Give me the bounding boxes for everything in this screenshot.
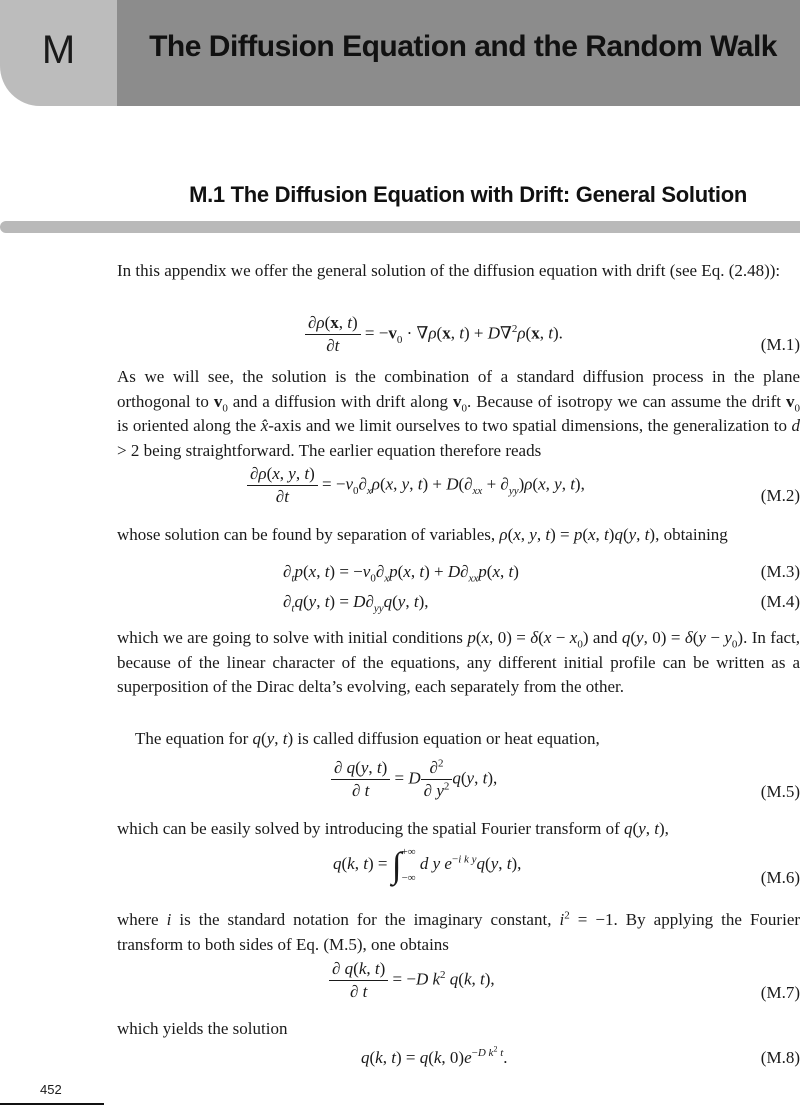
equation-m6-formula: q(k, t) = ∫+∞ −∞ d y $e^{-i k y}q(y$, t), (333, 845, 522, 885)
equation-m5 (117, 757, 800, 801)
paragraph-initial-conditions: which we are going to solve with initial conditions p(x, $0) = \delta(x - x_0)$ and q(y, $0) = \delta(y - y_0)$. In fact, because of the linear character of the equations, any different initial profile can be written as a superposition of the Dirac delta’s evolving, each separately from the other. (117, 628, 800, 696)
equation-m7-formula: $\frac{\partial q(k, t)}{\partial t}$ = −D $k^2$ q(k, t), (329, 959, 495, 1002)
equation-m5-formula: $\frac{\partial q(y, t)}{\partial t}$ = D $\frac{\partial^2}{\partial y^2}$ q(y, t), (331, 758, 497, 801)
paragraph-solution: which yields the solution (117, 1019, 288, 1038)
chapter-letter: M (41, 28, 76, 72)
equation-number: (M.7) (760, 983, 800, 1002)
equation-m8-formula: q(k, t) = q(k, $0)e^{-D k^2 t}$. (361, 1044, 508, 1067)
equation-number: (M.3) (760, 562, 800, 581)
equation-m3-formula: $\partial_tp(x$, $t) = -v_0\partial_xp(x$, $t) + D\partial_{xx}p(x$, t) (283, 562, 519, 585)
paragraph-intro: In this appendix we offer the general solution of the diffusion equation with drift (see Eq. (2.48)): (117, 261, 781, 280)
equation-number: (M.2) (760, 486, 800, 505)
equation-m2-formula: $\frac{\partial\rho(x, y, t)}{\partial t}$ = $-v_0\partial_x\rho(x$, y, $t) + D(\partial_{xx} + \partial_{yy})\rho(x$, y, t), (247, 464, 585, 507)
equation-m3 (117, 562, 800, 585)
footer-rule (0, 1103, 104, 1105)
paragraph-imaginary: where i is the standard notation for the imaginary constant, $i^2 = -1$. By applying the Fourier transform to both sides of Eq. (M.5), one obtains (117, 909, 800, 954)
equation-m6 (117, 845, 800, 887)
equation-m2 (117, 464, 800, 506)
equation-m7 (117, 959, 800, 1002)
section-title: M.1 The Diffusion Equation with Drift: General Solution (189, 182, 747, 207)
equation-m1-formula: $\frac{\partial\rho(x, t)}{\partial t}$ = $-v_0 \cdot \nabla\rho(x$, t) + D∇$^2$ρ(x, t). (305, 313, 563, 356)
equation-m4 (117, 592, 800, 615)
paragraph-fourier: which can be easily solved by introducing the spatial Fourier transform of q(y, t), (117, 819, 669, 838)
paragraph-heat-equation: The equation for q(y, t) is called diffusion equation or heat equation, (135, 729, 600, 748)
chapter-title: The Diffusion Equation and the Random Walk (149, 30, 777, 63)
equation-m1 (117, 313, 800, 355)
page-number: 452 (40, 1082, 62, 1097)
equation-m4-formula: $\partial_tq(y$, $t) = D\partial_{yy}q(y$, t), (283, 592, 429, 615)
equation-number: (M.1) (760, 335, 800, 354)
equation-m8 (117, 1044, 800, 1067)
section-rule (0, 221, 800, 233)
equation-number: (M.6) (760, 868, 800, 887)
paragraph-isotropy: As we will see, the solution is the combination of a standard diffusion process in the plane orthogonal to $v_0$ and a diffusion with drift along $v_0$. Because of isotropy we can assume the drift $v_0$ is oriented along the x̂-axis and we limit ourselves to two spatial dimensions, the generalization to d > 2 being straightforward. The earlier equation therefore reads (117, 367, 800, 460)
paragraph-separation: whose solution can be found by separation of variables, ρ(x, y, t) = p(x, t)q(y, t), obtaining (117, 525, 728, 544)
equation-number: (M.5) (760, 782, 800, 801)
equation-number: (M.8) (760, 1048, 800, 1067)
equation-number: (M.4) (760, 592, 800, 611)
